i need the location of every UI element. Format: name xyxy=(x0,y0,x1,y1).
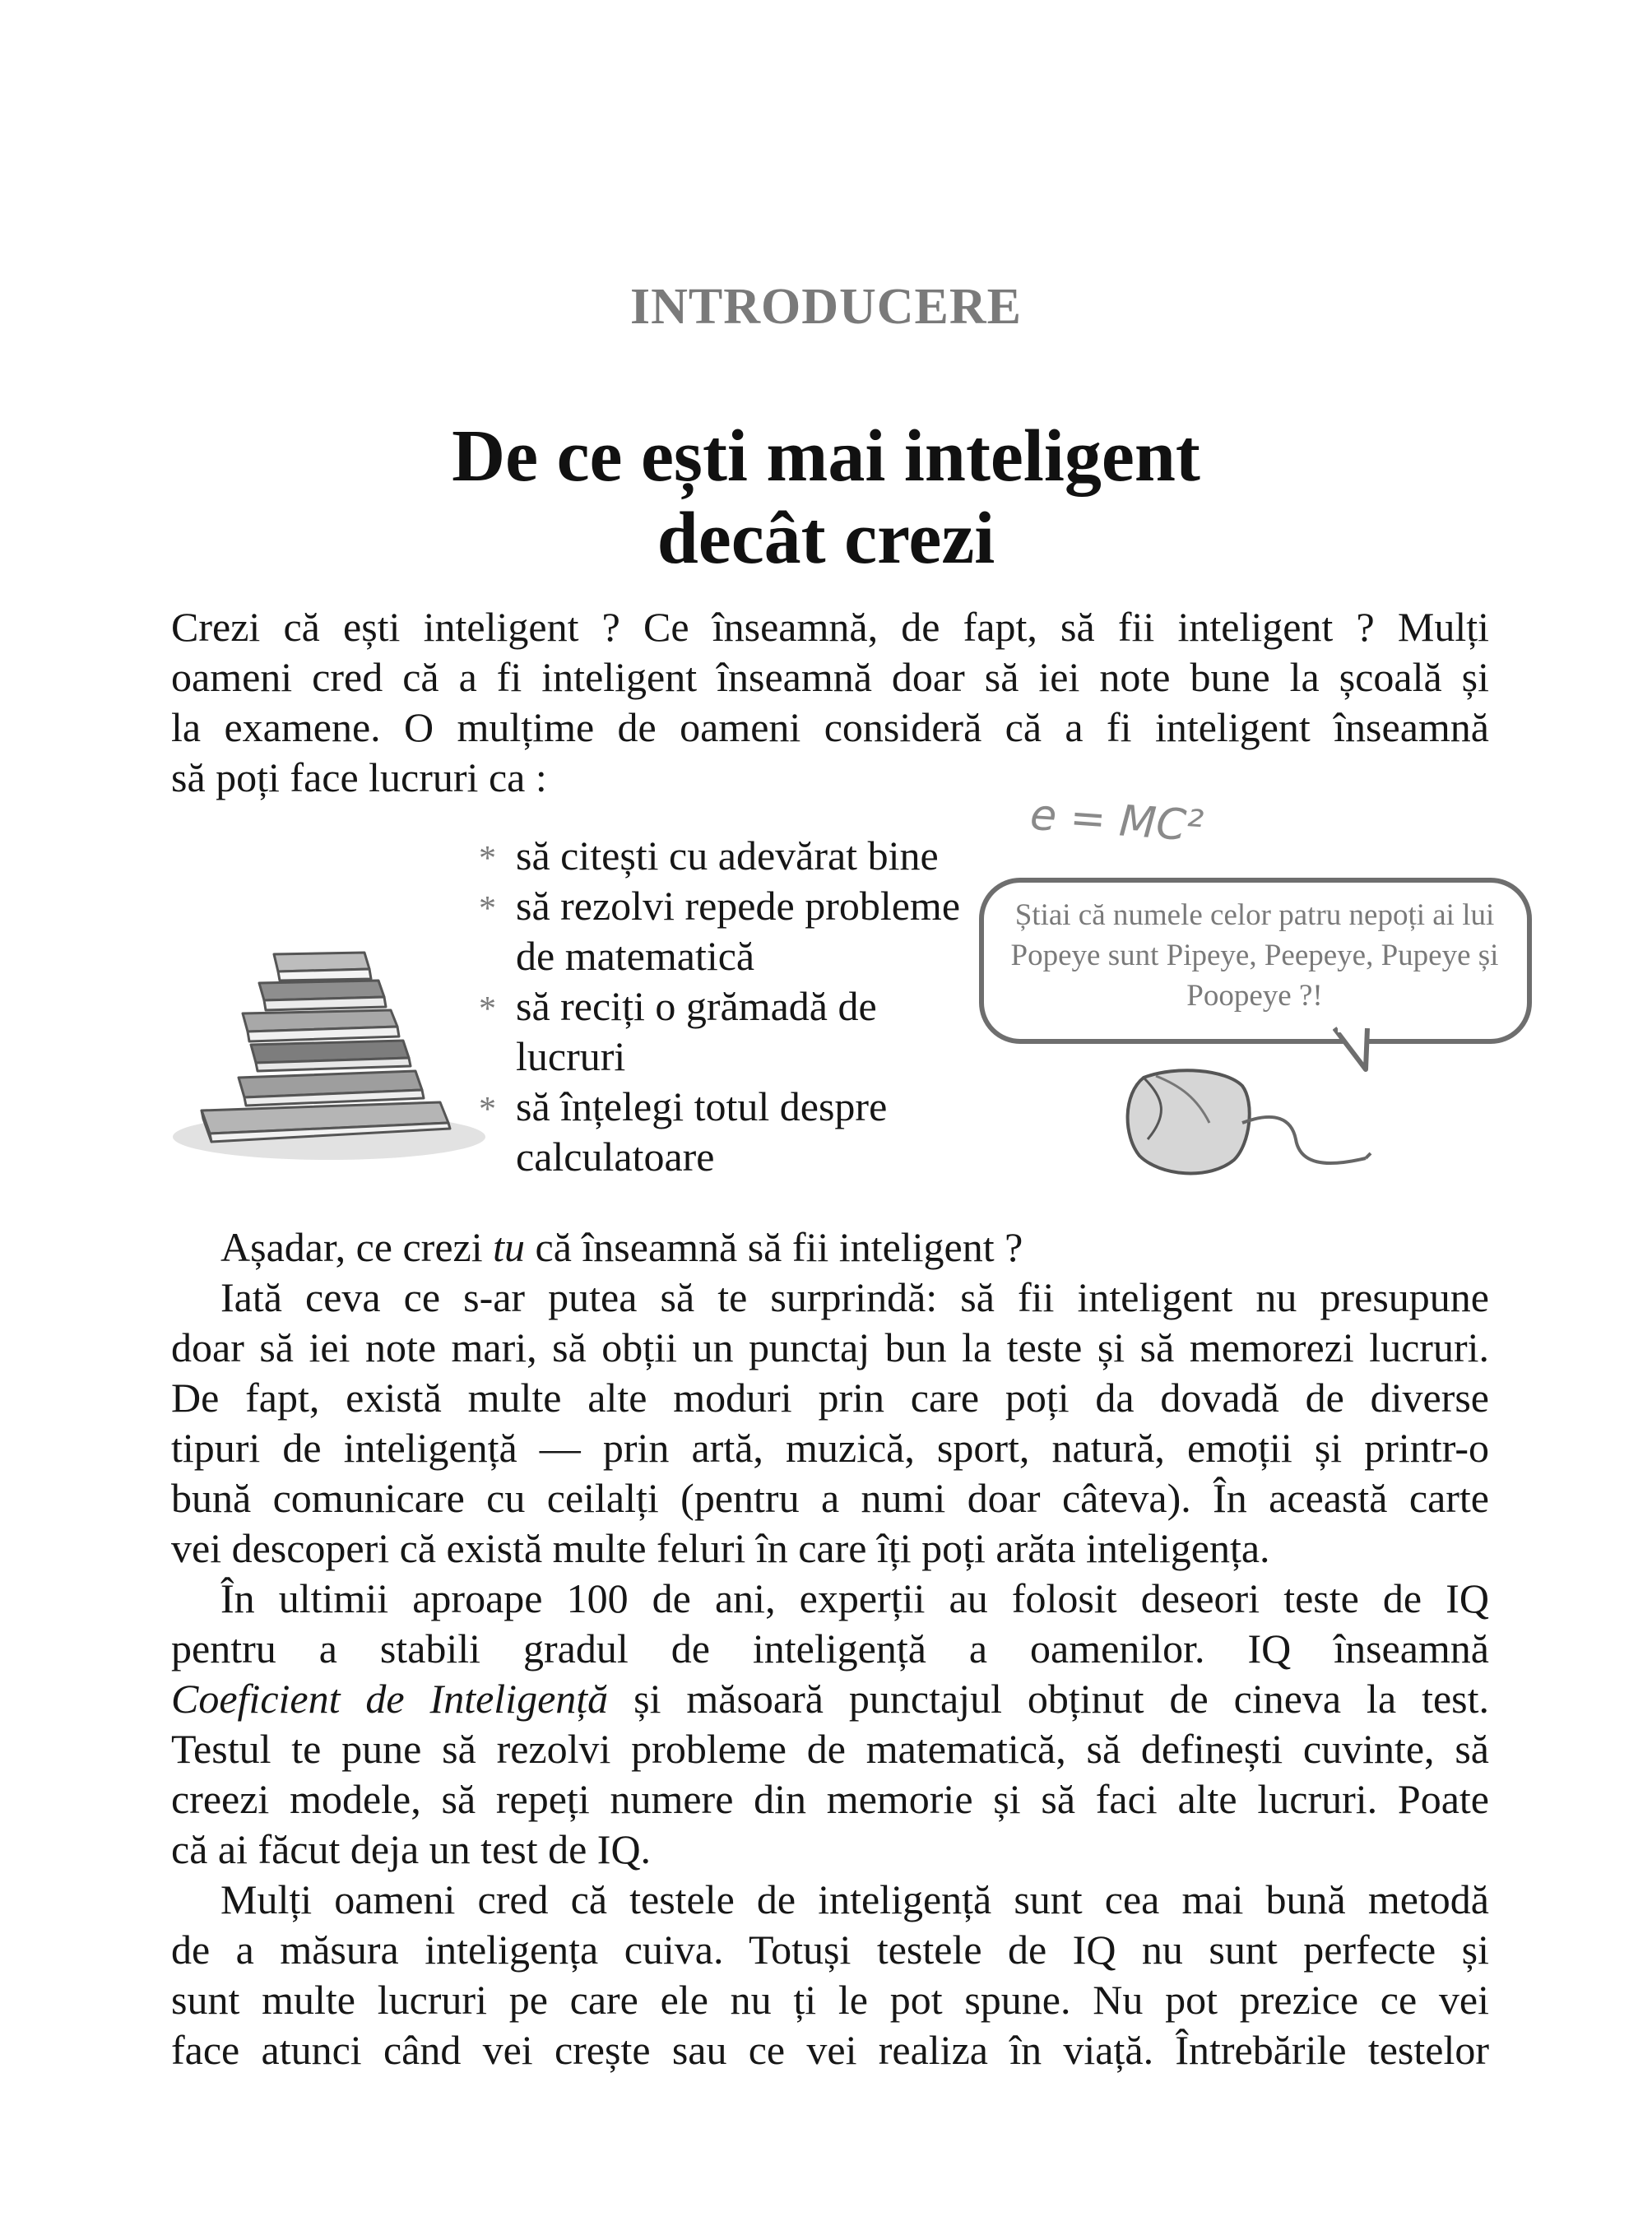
paragraph-limits xyxy=(171,1875,1489,2075)
intro-paragraph xyxy=(171,602,1489,803)
list-item: * să reciți o grămadă de lucruri xyxy=(479,981,972,1082)
text-line: De fapt, există multe alte moduri prin care poți da dovadă de diverse xyxy=(171,1375,1489,1421)
text-line: Așadar, ce crezi tu că înseamnă să fii inteligent ? xyxy=(220,1224,1023,1270)
text-line: În ultimii aproape 100 de ani, experții au folosit deseori teste de IQ xyxy=(220,1575,1489,1621)
text-line: Mulți oameni cred că testele de inteligență sunt cea mai bună metodă xyxy=(220,1876,1489,1922)
emphasis: Coeficient de Inteligență xyxy=(171,1676,609,1722)
text-line: vei descoperi că există multe feluri în care îți poți arăta inteligența. xyxy=(171,1525,1270,1571)
computer-mouse-illustration xyxy=(1119,1061,1382,1193)
list-item: * să citești cu adevărat bine xyxy=(479,831,972,881)
text-line: creezi modele, să repeți numere din memorie și să faci alte lucruri. Poate xyxy=(171,1776,1489,1822)
text-line: pentru a stabili gradul de inteligență a oamenilor. IQ înseamnă xyxy=(171,1625,1489,1672)
text-line: de a măsura inteligența cuiva. Totuși testele de IQ nu sunt perfecte și xyxy=(171,1927,1489,1973)
text-line: sunt multe lucruri pe care ele nu ți le pot spune. Nu pot prezice ce vei xyxy=(171,1977,1489,2023)
text-line: să poți face lucruri ca : xyxy=(171,754,547,800)
paragraph-question xyxy=(171,1222,1489,1273)
text-line: face atunci când vei crește sau ce vei realiza în viață. Întrebările testelor xyxy=(171,2027,1489,2073)
formula-doodle: e = MC² xyxy=(1028,790,1205,852)
title-line-2: decât crezi xyxy=(657,498,995,579)
chapter-label: INTRODUCERE xyxy=(629,279,1023,335)
text-line: la examene. O mulțime de oameni consideră că a fi inteligent înseamnă xyxy=(171,704,1489,750)
text-line: Coeficient de Inteligență și măsoară punctajul obținut de cineva la test. xyxy=(171,1676,1490,1722)
text-line: Crezi că ești inteligent ? Ce înseamnă, de fapt, să fii inteligent ? Mulți xyxy=(171,604,1489,650)
page-title xyxy=(0,415,1652,580)
fun-fact-text: Știai că numele celor patru nepoți ai lui Popeye sunt Pipeye, Peepeye, Pupeye și Poopeye ?! xyxy=(1010,898,1499,1013)
emphasis: tu xyxy=(493,1224,526,1270)
text-line: Testul te pune să rezolvi probleme de matematică, să definești cuvinte, să xyxy=(171,1726,1489,1772)
text-line: bună comunicare cu ceilalți (pentru a numi doar câteva). În această carte xyxy=(171,1475,1489,1521)
text-line: Iată ceva ce s-ar putea să te surprindă: să fii inteligent nu presupune xyxy=(220,1274,1489,1320)
text-line: oameni cred că a fi inteligent înseamnă doar să iei note bune la școală și xyxy=(171,654,1489,700)
paragraph-iq-tests xyxy=(171,1574,1489,1875)
title-line-1: De ce ești mai inteligent xyxy=(452,415,1200,497)
books-stack-illustration xyxy=(169,921,490,1168)
paragraph-surprise xyxy=(171,1273,1489,1574)
ability-list xyxy=(479,831,972,1182)
list-item: * să înțelegi totul despre calculatoare xyxy=(479,1082,972,1182)
text-line: tipuri de inteligență — prin artă, muzică, sport, natură, emoții și printr-o xyxy=(171,1425,1489,1471)
text-line: că ai făcut deja un test de IQ. xyxy=(171,1826,652,1872)
text-line: doar să iei note mari, să obții un punctaj bun la teste și să memorezi lucruri. xyxy=(171,1324,1489,1370)
list-item: * să rezolvi repede probleme de matematică xyxy=(479,881,972,981)
